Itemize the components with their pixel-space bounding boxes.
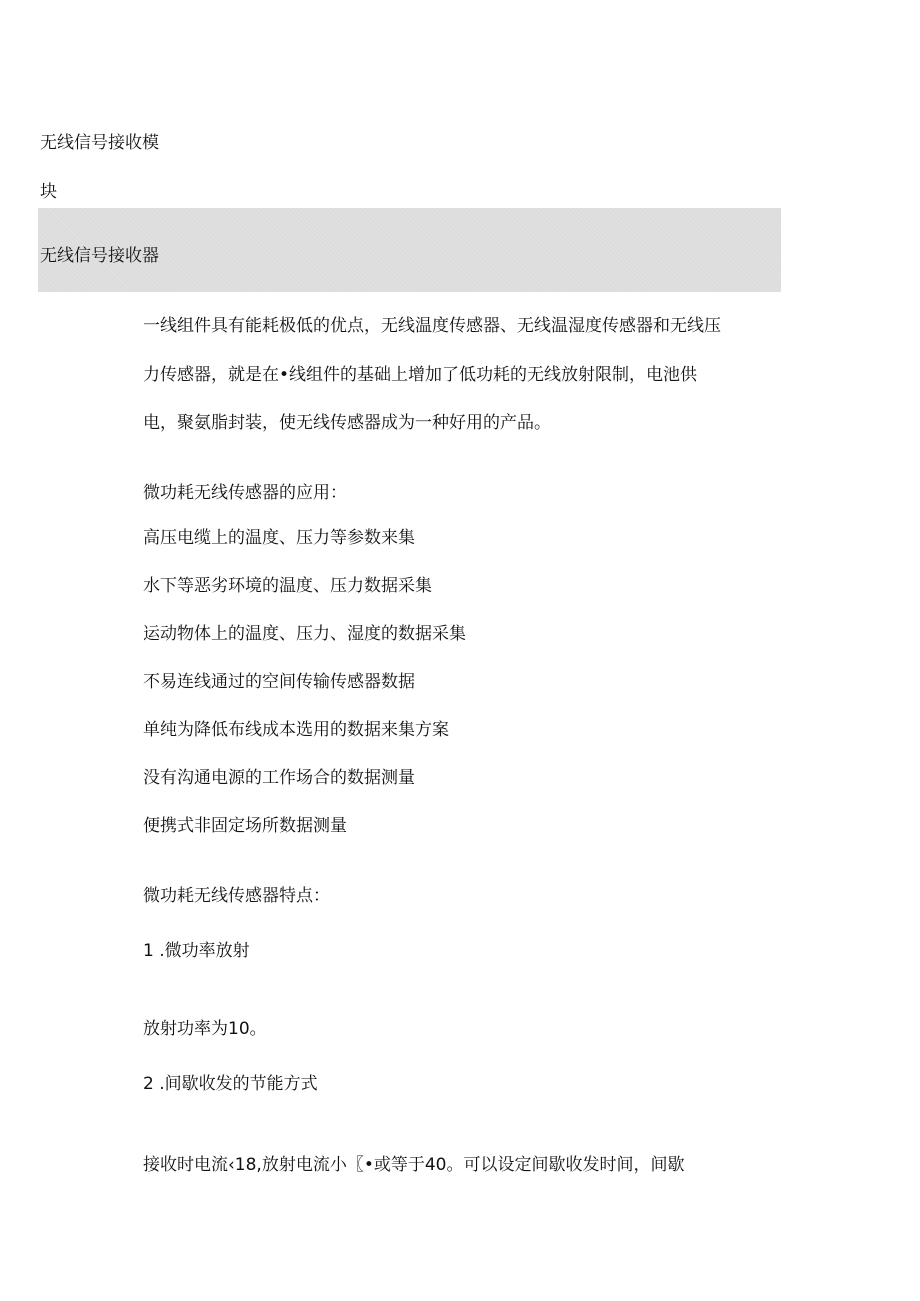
application-item: 运动物体上的温度、压力、湿度的数据采集 xyxy=(143,624,466,644)
application-item: 单纯为降低布线成本选用的数据来集方案 xyxy=(143,720,449,740)
features-heading: 微功耗无线传感器特点： xyxy=(143,886,330,906)
feature-2-text: 接收时电流‹18,放射电流小〖•或等于40。可以设定间歇收发时间，间歇 xyxy=(143,1155,685,1175)
application-item: 水下等恶劣环境的温度、压力数据采集 xyxy=(143,576,432,596)
section-banner-title: 无线信号接收器 xyxy=(40,246,159,266)
intro-line-1: 一线组件具有能耗极低的优点，无线温度传感器、无线温湿度传感器和无线压 xyxy=(143,316,721,336)
intro-line-3: 电，聚氨脂封装，使无线传感器成为一种好用的产品。 xyxy=(143,413,551,433)
document-title-line-1: 无线信号接收模 xyxy=(40,133,159,153)
application-item: 高压电缆上的温度、压力等参数来集 xyxy=(143,528,415,548)
feature-1-text: 放射功率为10。 xyxy=(143,1019,267,1039)
feature-1-title: 1 .微功率放射 xyxy=(143,941,250,961)
intro-line-2: 力传感器，就是在•线组件的基础上增加了低功耗的无线放射限制，电池供 xyxy=(143,365,698,385)
application-item: 不易连线通过的空间传输传感器数据 xyxy=(143,672,415,692)
document-title-line-2: 块 xyxy=(40,182,57,202)
application-item: 没有沟通电源的工作场合的数据测量 xyxy=(143,768,415,788)
application-item: 便携式非固定场所数据测量 xyxy=(143,816,347,836)
section-banner xyxy=(38,208,781,292)
applications-heading: 微功耗无线传感器的应用： xyxy=(143,483,347,503)
feature-2-title: 2 .间歇收发的节能方式 xyxy=(143,1074,318,1094)
